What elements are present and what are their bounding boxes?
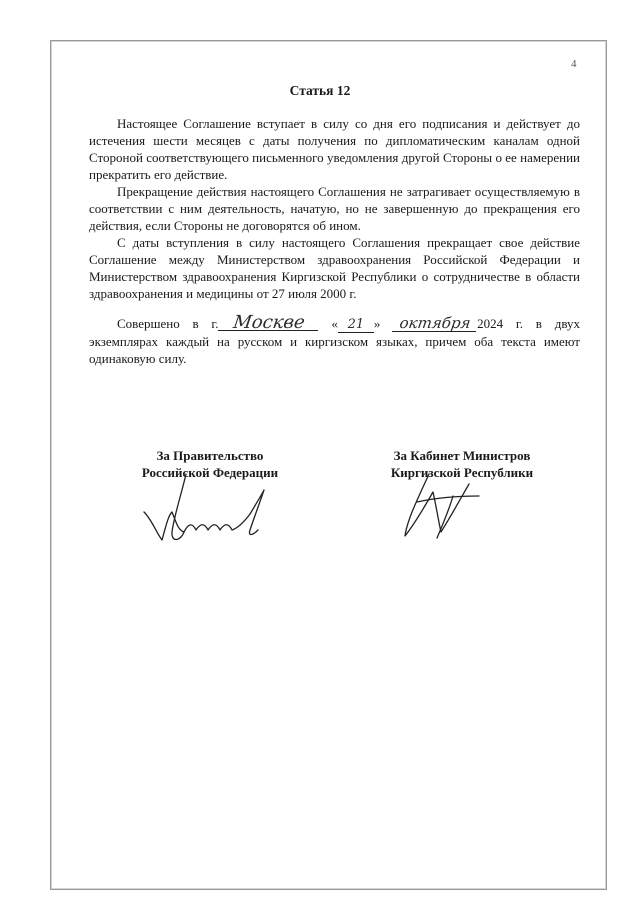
paragraph-entry-into-force: Настоящее Соглашение вступает в силу со дня его подписания и действует до истечения шести месяцев с даты получения по дипломатическим каналам одной Стороной соответствующего письменного уведомления другой Стороны о ее намерении прекратить его действие.: [89, 116, 580, 182]
signature-russia: [138, 470, 278, 550]
signatory-russia-line1: За Правительство: [156, 448, 264, 463]
signatory-kyrgyz-line1: За Кабинет Министров: [393, 448, 531, 463]
article-title: Статья 12: [289, 83, 351, 98]
done-suffix: 2024 г. в двух экземплярах каждый на русском и киргизском языках, причем оба текста имеют одинаковую силу.: [89, 316, 581, 366]
quote-open: «: [331, 316, 338, 331]
paragraph-previous-agreement: С даты вступления в силу настоящего Соглашения прекращает свое действие Соглашение между Министерством здравоохранения Российской Федерации и Министерством здравоохранения Киргизской Республики о сотрудничестве в области здравоохранения и медицины от 27 июля 2000 г.: [89, 235, 580, 301]
signatory-kyrgyz-line2: Киргизской Республики: [390, 465, 534, 480]
done-clause: [89, 312, 581, 367]
handwritten-city: Москве: [217, 315, 319, 331]
handwritten-day: 21: [338, 317, 374, 333]
signature-kyrgyz: [395, 466, 495, 546]
handwritten-month: октября: [392, 316, 478, 332]
paragraph-termination: Прекращение действия настоящего Соглашения не затрагивает осуществляемую в соответствии с ним деятельность, начатую, но не завершенную до прекращения его действия, если Стороны не договорятся об ином.: [89, 184, 580, 233]
signatory-russia-line2: Российской Федерации: [141, 465, 279, 480]
quote-close: »: [373, 316, 381, 331]
page-number: 4: [571, 58, 577, 70]
document-body: [89, 115, 580, 367]
done-prefix: Совершено в г.: [117, 316, 219, 331]
